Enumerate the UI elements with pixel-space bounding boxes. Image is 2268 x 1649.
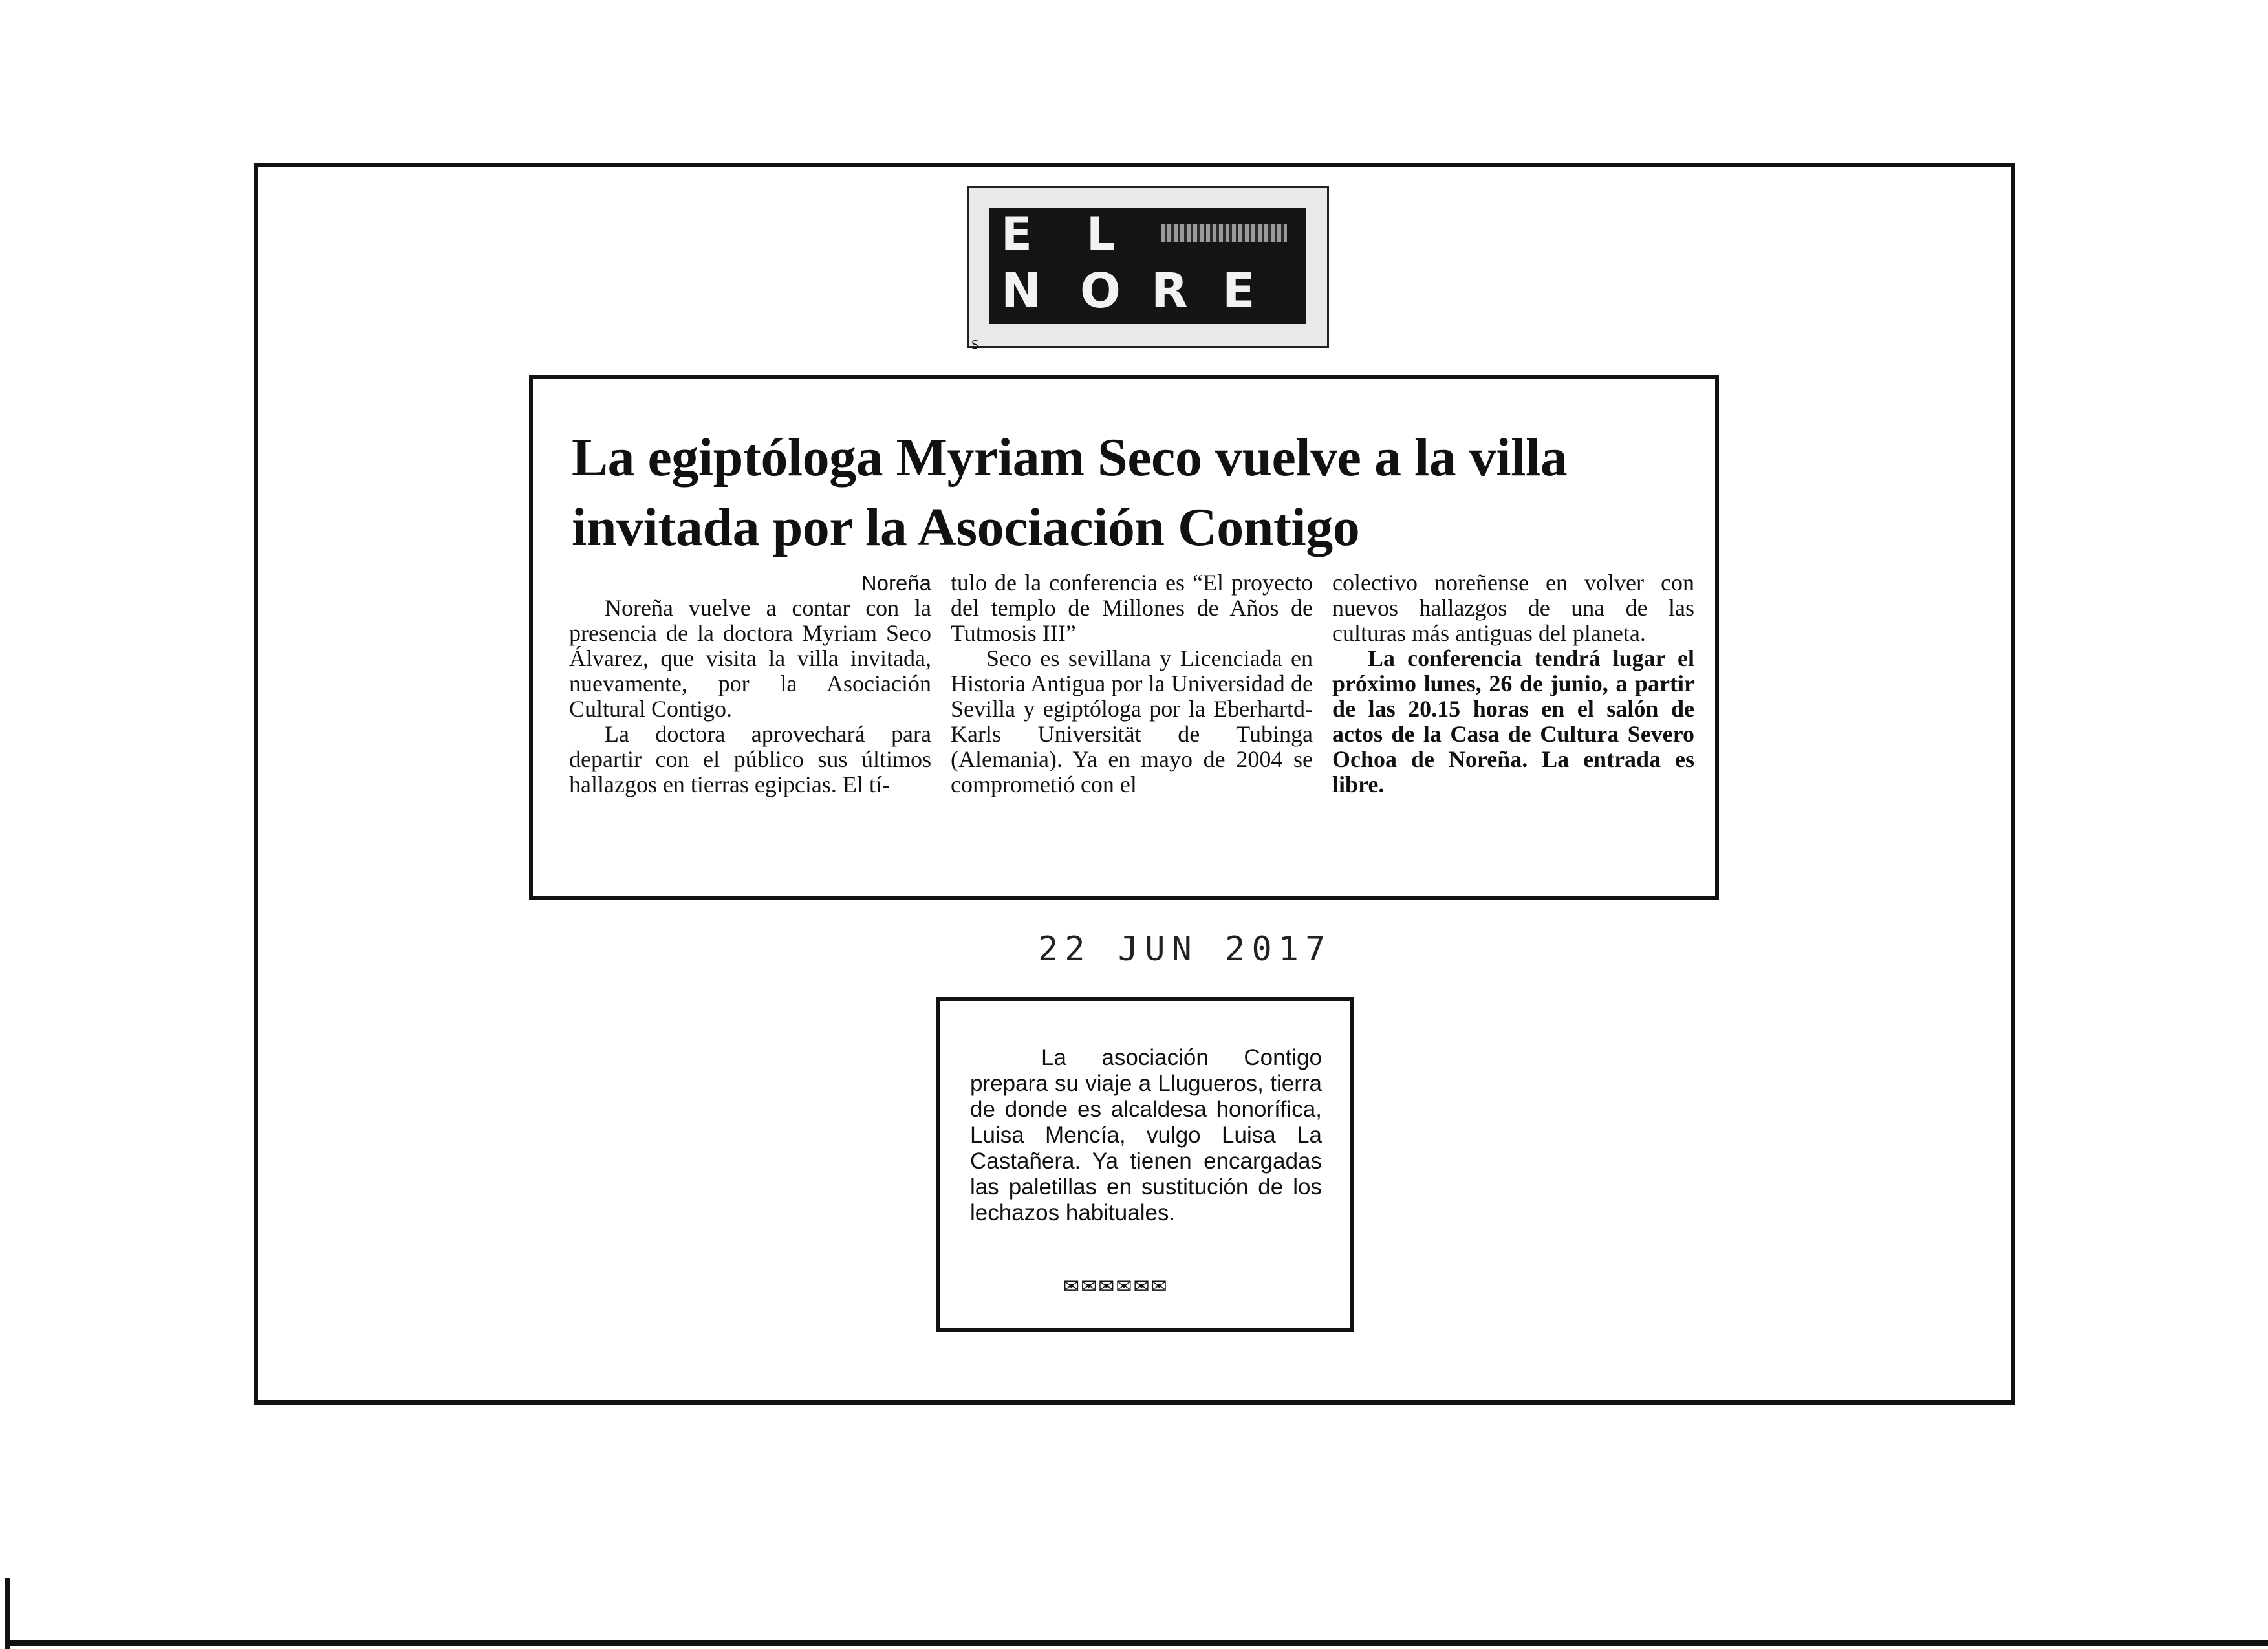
logo-letter-o: O bbox=[1080, 263, 1121, 319]
scan-edge-left bbox=[5, 1578, 10, 1649]
note-text: La asociación Contigo prepara su viaje a Llugueros, tierra de donde es alcaldesa honorífica, Luisa Mencía, vulgo Luisa La Castañera. Ya tienen encargadas las paletillas en sustitución de los lechazos habituales. bbox=[970, 1045, 1322, 1225]
article-paragraph: tulo de la conferencia es “El proyecto del templo de Millones de Años de Tutmosis III” bbox=[951, 570, 1313, 646]
logo-letter-n: N bbox=[1001, 263, 1041, 319]
logo-letter-l: L bbox=[1086, 208, 1116, 261]
article-paragraph: La conferencia tendrá lugar el próximo lunes, 26 de junio, a partir de las 20.15 horas en el salón de actos de la Casa de Cultura Severo Ochoa de Noreña. La entrada es libre. bbox=[1332, 645, 1694, 797]
logo-letter-e2: E bbox=[1222, 263, 1255, 319]
logo-dark-panel bbox=[989, 208, 1306, 324]
scan-edge-bottom bbox=[5, 1640, 2268, 1646]
envelope-icon-row: ✉✉✉✉✉✉ bbox=[1063, 1275, 1169, 1298]
note-box bbox=[936, 997, 1354, 1332]
article-paragraph: Seco es sevillana y Licenciada en Historia Antigua por la Universidad de Sevilla y egiptóloga por la Eberhartd-Karls Universität de Tubinga (Alemania). Ya en mayo de 2004 se comprometió con el bbox=[951, 645, 1313, 797]
article-paragraph: Noreña vuelve a contar con la presencia de la doctora Myriam Seco Álvarez, que visita la villa invitada, nuevamente, por la Asociación Cultural Contigo. bbox=[569, 595, 931, 722]
logo-small-mark: S bbox=[971, 338, 979, 352]
logo-stripe bbox=[1161, 224, 1287, 242]
article-box bbox=[529, 375, 1719, 900]
logo-letter-r: R bbox=[1151, 263, 1188, 319]
logo-letter-e: E bbox=[1001, 208, 1032, 261]
article-headline: La egiptóloga Myriam Seco vuelve a la villa invitada por la Asociación Contigo bbox=[572, 427, 1568, 557]
article-column-2 bbox=[951, 570, 1313, 797]
article-dateline: Noreña bbox=[861, 571, 931, 595]
article-column-1 bbox=[569, 570, 931, 797]
article-column-3 bbox=[1332, 570, 1694, 797]
newspaper-section-logo bbox=[967, 186, 1329, 352]
article-paragraph: La doctora aprovechará para departir con el público sus últimos hallazgos en tierras egipcias. El tí- bbox=[569, 721, 931, 797]
article-paragraph: colectivo noreñense en volver con nuevos hallazgos de una de las culturas más antiguas del planeta. bbox=[1332, 570, 1694, 646]
date-stamp: 22 JUN 2017 bbox=[1038, 930, 1332, 969]
